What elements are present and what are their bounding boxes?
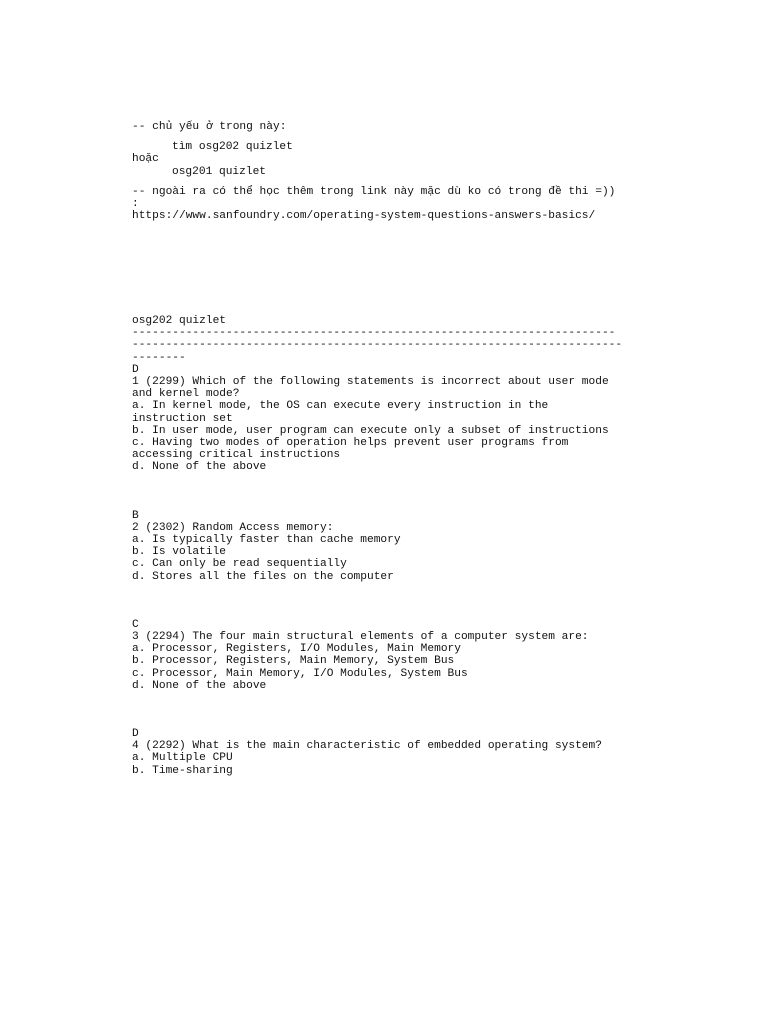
option-c: c. Having two modes of operation helps prevent user programs from xyxy=(132,437,569,450)
option-c: c. Processor, Main Memory, I/O Modules, System Bus xyxy=(132,667,468,680)
quiz-title: osg202 quizlet xyxy=(132,315,226,327)
question-1 xyxy=(132,364,622,474)
option-b: b. Processor, Registers, Main Memory, System Bus xyxy=(132,655,455,668)
answer-key: C xyxy=(132,618,139,631)
question-text: 2 (2302) Random Access memory: xyxy=(132,521,334,534)
option-b: b. Is volatile xyxy=(132,546,226,559)
option-d: d. None of the above xyxy=(132,461,267,474)
option-a: a. In kernel mode, the OS can execute every instruction in the xyxy=(132,400,549,413)
question-text: 3 (2294) The four main structural elements of a computer system are: xyxy=(132,631,589,644)
divider-line-2: ------------------------------------------------------------------------- xyxy=(132,339,623,352)
question-2 xyxy=(132,510,622,583)
extra-note-colon: : xyxy=(132,198,139,211)
option-c-cont: accessing critical instructions xyxy=(132,449,341,462)
option-a: a. Is typically faster than cache memory xyxy=(132,534,401,547)
question-text: and kernel mode? xyxy=(132,388,240,401)
answer-key: D xyxy=(132,363,139,376)
question-text: 1 (2299) Which of the following statements is incorrect about user mode xyxy=(132,376,609,389)
option-a-cont: instruction set xyxy=(132,412,233,425)
question-4 xyxy=(132,728,622,777)
question-text: 4 (2292) What is the main characteristic of embedded operating system? xyxy=(132,740,602,753)
intro-section xyxy=(132,121,615,222)
option-b: b. In user mode, user program can execute only a subset of instructions xyxy=(132,424,609,437)
extra-note: -- ngoài ra có thể học thêm trong link này mặc dù ko có trong đề thi =)) xyxy=(132,185,616,198)
option-a: a. Multiple CPU xyxy=(132,752,233,765)
option-b: b. Time-sharing xyxy=(132,764,233,777)
option-a: a. Processor, Registers, I/O Modules, Main Memory xyxy=(132,643,461,656)
answer-key: B xyxy=(132,509,139,522)
quiz-section xyxy=(132,315,622,777)
option-c: c. Can only be read sequentially xyxy=(132,558,347,571)
divider-line-3: -------- xyxy=(132,351,186,364)
search-hint-osg202: tìm osg202 quizlet xyxy=(172,141,293,154)
answer-key: D xyxy=(132,728,139,741)
option-d: d. None of the above xyxy=(132,679,267,692)
option-d: d. Stores all the files on the computer xyxy=(132,570,394,583)
divider-line-1: ------------------------------------------------------------------------ xyxy=(132,327,616,340)
sanfoundry-link[interactable]: https://www.sanfoundry.com/operating-system-questions-answers-basics/ xyxy=(132,210,596,223)
intro-heading: -- chủ yếu ở trong này: xyxy=(132,121,287,133)
or-text: hoặc xyxy=(132,153,159,166)
search-hint-osg201: osg201 quizlet xyxy=(172,165,266,178)
question-3 xyxy=(132,619,622,692)
